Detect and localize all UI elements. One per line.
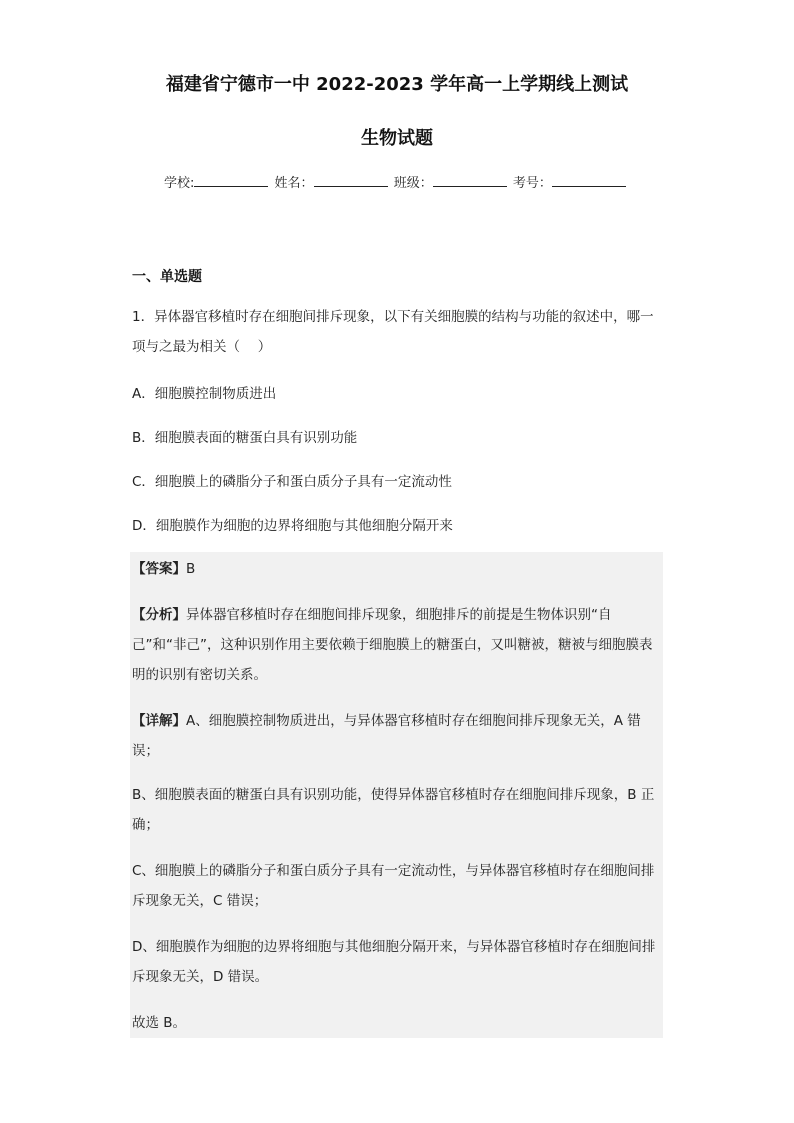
answer-value: B bbox=[186, 561, 196, 577]
student-info-row bbox=[164, 172, 628, 191]
detail-paragraph-d: D、细胞膜作为细胞的边界将细胞与其他细胞分隔开来，与异体器官移植时存在细胞间排斥现象无关，D 错误。 bbox=[132, 939, 656, 985]
class-label: 班级： bbox=[393, 176, 433, 191]
option-d: D．细胞膜作为细胞的边界将细胞与其他细胞分隔开来 bbox=[132, 518, 453, 534]
detail-paragraph-b: B、细胞膜表面的糖蛋白具有识别功能，使得异体器官移植时存在细胞间排斥现象，B 正确； bbox=[132, 787, 655, 833]
analysis-text: 异体器官移植时存在细胞间排斥现象，细胞排斥的前提是生物体识别“自己”和“非己”，这种识别作用主要依赖于细胞膜上的糖蛋白，又叫糖被，糖被与细胞膜表明的识别有密切关系。 bbox=[132, 607, 653, 683]
option-c: C．细胞膜上的磷脂分子和蛋白质分子具有一定流动性 bbox=[132, 474, 452, 490]
answer-tag: 【答案】 bbox=[132, 561, 186, 577]
analysis-tag: 【分析】 bbox=[132, 607, 186, 623]
class-blank bbox=[433, 174, 507, 187]
detail-tag: 【详解】 bbox=[132, 713, 186, 729]
exam-number-blank bbox=[552, 174, 626, 187]
analysis-paragraph bbox=[132, 600, 662, 690]
school-blank bbox=[194, 174, 268, 187]
document-title: 福建省宁德市一中 2022-2023 学年高一上学期线上测试 bbox=[165, 74, 629, 95]
section-heading: 一、单选题 bbox=[132, 269, 202, 285]
question-stem: 1．异体器官移植时存在细胞间排斥现象，以下有关细胞膜的结构与功能的叙述中，哪一项与之最为相关（ ） bbox=[132, 309, 654, 355]
name-label: 姓名： bbox=[274, 176, 314, 191]
detail-a-text: A、细胞膜控制物质进出，与异体器官移植时存在细胞间排斥现象无关，A 错误； bbox=[132, 713, 641, 759]
option-a: A．细胞膜控制物质进出 bbox=[132, 386, 277, 402]
exam-number-label: 考号： bbox=[512, 176, 552, 191]
answer-line bbox=[132, 554, 662, 584]
option-b: B．细胞膜表面的糖蛋白具有识别功能 bbox=[132, 430, 358, 446]
name-blank bbox=[314, 174, 388, 187]
document-subtitle: 生物试题 bbox=[361, 128, 433, 149]
school-label: 学校: bbox=[164, 176, 195, 191]
detail-paragraph-a bbox=[132, 706, 662, 766]
detail-paragraph-c: C、细胞膜上的磷脂分子和蛋白质分子具有一定流动性，与异体器官移植时存在细胞间排斥现象无关，C 错误； bbox=[132, 863, 655, 909]
conclusion-line: 故选 B。 bbox=[132, 1015, 187, 1031]
